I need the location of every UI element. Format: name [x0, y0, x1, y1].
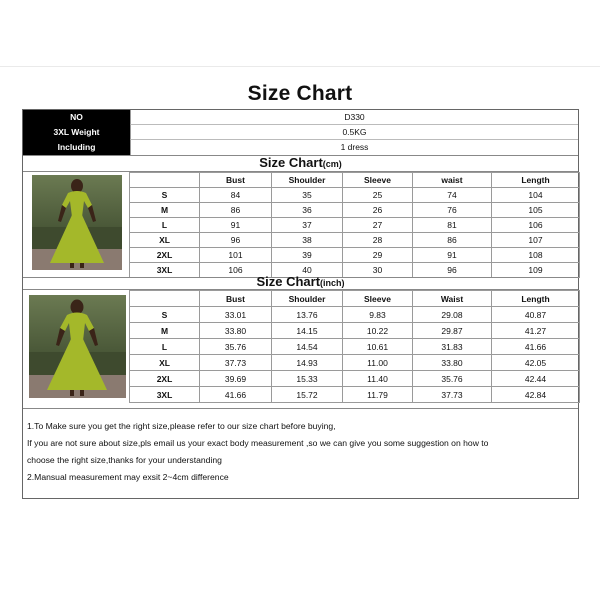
size-table-cm: [129, 172, 580, 278]
measurement-cell: 11.79: [343, 387, 413, 403]
info-labels: [23, 110, 130, 155]
measurement-cell: 29: [343, 248, 413, 263]
measurement-cell: 109: [492, 263, 580, 278]
inch-title-text: Size Chart: [256, 274, 321, 289]
measurement-cell: 29.08: [413, 307, 492, 323]
cm-unit: (cm): [322, 159, 342, 169]
measurement-cell: 36: [272, 203, 343, 218]
table-row: [130, 218, 580, 233]
size-cell: XL: [130, 233, 200, 248]
measurement-cell: 35.76: [200, 339, 272, 355]
header-bust: Bust: [200, 291, 272, 307]
measurement-cell: 42.44: [492, 371, 580, 387]
table-header-row: [130, 291, 580, 307]
measurement-cell: 74: [413, 188, 492, 203]
info-value-weight: 0.5KG: [130, 125, 578, 140]
measurement-cell: 14.54: [272, 339, 343, 355]
measurement-cell: 101: [200, 248, 272, 263]
size-cell: 3XL: [130, 387, 200, 403]
table-row: [130, 307, 580, 323]
header-size: [130, 173, 200, 188]
note-line: 2.Mansual measurement may exsit 2~4cm difference: [27, 472, 229, 482]
measurement-cell: 38: [272, 233, 343, 248]
size-cell: 2XL: [130, 248, 200, 263]
measurement-cell: 41.66: [200, 387, 272, 403]
measurement-cell: 26: [343, 203, 413, 218]
measurement-cell: 81: [413, 218, 492, 233]
table-row: [130, 387, 580, 403]
measurement-cell: 30: [343, 263, 413, 278]
note-line: If you are not sure about size,pls email us your exact body measurement ,so we can give you some suggestion on how to: [27, 438, 489, 448]
measurement-cell: 31.83: [413, 339, 492, 355]
page-title: Size Chart: [247, 82, 353, 105]
measurement-cell: 11.40: [343, 371, 413, 387]
measurement-cell: 104: [492, 188, 580, 203]
measurement-cell: 40.87: [492, 307, 580, 323]
measurement-cell: 39.69: [200, 371, 272, 387]
dress-photo-cm: [32, 175, 122, 270]
measurement-cell: 13.76: [272, 307, 343, 323]
header-bust: Bust: [200, 173, 272, 188]
measurement-cell: 96: [200, 233, 272, 248]
measurement-cell: 25: [343, 188, 413, 203]
header-sleeve: Sleeve: [343, 173, 413, 188]
measurement-cell: 106: [492, 218, 580, 233]
header-waist: waist: [413, 173, 492, 188]
measurement-cell: 40: [272, 263, 343, 278]
dress-photo-inch: [29, 295, 126, 398]
measurement-cell: 28: [343, 233, 413, 248]
measurement-cell: 33.80: [200, 323, 272, 339]
size-cell: 3XL: [130, 263, 200, 278]
measurement-cell: 84: [200, 188, 272, 203]
measurement-cell: 76: [413, 203, 492, 218]
size-cell: XL: [130, 355, 200, 371]
info-value-no: D330: [130, 110, 578, 125]
header-size: [130, 291, 200, 307]
cm-section-title: [23, 155, 578, 172]
header-sleeve: Sleeve: [343, 291, 413, 307]
size-cell: L: [130, 339, 200, 355]
size-cell: M: [130, 203, 200, 218]
measurement-cell: 27: [343, 218, 413, 233]
header-waist: Waist: [413, 291, 492, 307]
measurement-cell: 33.01: [200, 307, 272, 323]
measurement-cell: 37.73: [413, 387, 492, 403]
measurement-cell: 29.87: [413, 323, 492, 339]
measurement-cell: 9.83: [343, 307, 413, 323]
table-row: [130, 233, 580, 248]
measurement-cell: 35.76: [413, 371, 492, 387]
measurement-cell: 33.80: [413, 355, 492, 371]
measurement-cell: 15.33: [272, 371, 343, 387]
size-chart-frame: [22, 109, 579, 499]
measurement-cell: 37: [272, 218, 343, 233]
cm-title-text: Size Chart: [259, 155, 323, 170]
table-row: [130, 188, 580, 203]
info-label-no: NO: [70, 112, 83, 122]
measurement-cell: 42.05: [492, 355, 580, 371]
table-row: [130, 248, 580, 263]
measurement-cell: 14.15: [272, 323, 343, 339]
measurement-cell: 107: [492, 233, 580, 248]
top-divider: [0, 66, 600, 67]
measurement-cell: 14.93: [272, 355, 343, 371]
measurement-cell: 15.72: [272, 387, 343, 403]
measurement-cell: 86: [200, 203, 272, 218]
table-row: [130, 371, 580, 387]
header-shoulder: Shoulder: [272, 173, 343, 188]
size-table-inch: [129, 290, 580, 403]
info-label-including: Including: [57, 142, 96, 152]
measurement-cell: 91: [200, 218, 272, 233]
divider: [23, 408, 578, 409]
table-row: [130, 355, 580, 371]
info-value-including: 1 dress: [130, 140, 578, 155]
measurement-cell: 42.84: [492, 387, 580, 403]
measurement-cell: 41.66: [492, 339, 580, 355]
measurement-cell: 41.27: [492, 323, 580, 339]
inch-unit: (inch): [320, 278, 345, 288]
measurement-cell: 10.61: [343, 339, 413, 355]
measurement-cell: 105: [492, 203, 580, 218]
measurement-cell: 37.73: [200, 355, 272, 371]
size-cell: M: [130, 323, 200, 339]
table-header-row: [130, 173, 580, 188]
table-row: [130, 323, 580, 339]
measurement-cell: 11.00: [343, 355, 413, 371]
note-line: choose the right size,thanks for your understanding: [27, 455, 222, 465]
measurement-cell: 106: [200, 263, 272, 278]
info-label-weight: 3XL Weight: [53, 127, 100, 137]
size-cell: S: [130, 188, 200, 203]
measurement-cell: 39: [272, 248, 343, 263]
size-cell: S: [130, 307, 200, 323]
header-length: Length: [492, 291, 580, 307]
measurement-cell: 35: [272, 188, 343, 203]
table-row: [130, 339, 580, 355]
note-line: 1.To Make sure you get the right size,please refer to our size chart before buying,: [27, 421, 336, 431]
notes: [27, 418, 572, 486]
measurement-cell: 96: [413, 263, 492, 278]
product-info: [23, 110, 578, 155]
header-shoulder: Shoulder: [272, 291, 343, 307]
measurement-cell: 91: [413, 248, 492, 263]
table-row: [130, 203, 580, 218]
size-cell: 2XL: [130, 371, 200, 387]
measurement-cell: 10.22: [343, 323, 413, 339]
header-length: Length: [492, 173, 580, 188]
measurement-cell: 86: [413, 233, 492, 248]
measurement-cell: 108: [492, 248, 580, 263]
size-cell: L: [130, 218, 200, 233]
